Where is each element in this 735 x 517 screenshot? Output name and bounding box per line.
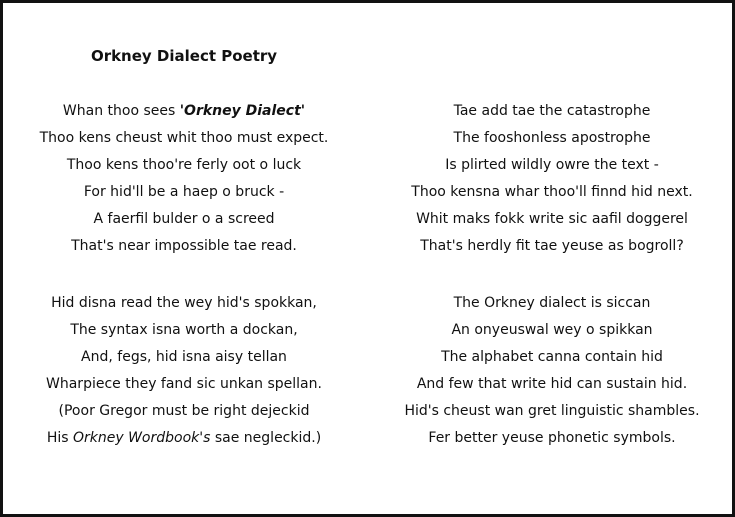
poem-line: The alphabet canna contain hid [441, 349, 663, 365]
poem-line: Wharpiece they fand sic unkan spellan. [46, 376, 322, 392]
poem-line: The fooshonless apostrophe [453, 130, 651, 146]
poem-line: Is plirted wildly owre the text - [445, 157, 659, 173]
poem-line: Thoo kens cheust whit thoo must expect. [39, 130, 329, 146]
book-title: Orkney Wordbook's [72, 430, 211, 446]
line-text: Whan thoo sees [62, 103, 180, 119]
poem-line: That's herdly fit tae yeuse as bogroll? [420, 238, 684, 254]
poem-line: Thoo kensna whar thoo'll finnd hid next. [411, 184, 693, 200]
poem-line: For hid'll be a haep o bruck - [83, 184, 285, 200]
poem-line: The syntax isna worth a dockan, [70, 322, 298, 338]
poem-line: Thoo kens thoo're ferly oot o luck [66, 157, 302, 173]
line-text: His [46, 430, 73, 446]
poem-line: The Orkney dialect is siccan [453, 295, 651, 311]
line-text: sae negleckid.) [210, 430, 322, 446]
poem-line: Fer better yeuse phonetic symbols. [428, 430, 676, 446]
poem-line [23, 101, 345, 121]
poem-line [23, 428, 345, 448]
poem-line: Hid's cheust wan gret linguistic shambles. [404, 403, 700, 419]
poem-title: Orkney Dialect Poetry [90, 47, 278, 65]
poem-line: And few that write hid can sustain hid. [416, 376, 688, 392]
poem-line: Tae add tae the catastrophe [453, 103, 651, 119]
poem-line: That's near impossible tae read. [71, 238, 297, 254]
poem-line: Hid disna read the wey hid's spokkan, [51, 295, 317, 311]
poem-line: (Poor Gregor must be right dejeckid [58, 403, 310, 419]
emphasized-title: 'Orkney Dialect' [179, 103, 306, 119]
poem-line: An onyeuswal wey o spikkan [451, 322, 653, 338]
poem-line: Whit maks fokk write sic aafil doggerel [416, 211, 688, 227]
poem-line: A faerfil bulder o a screed [93, 211, 275, 227]
poem-line: And, fegs, hid isna aisy tellan [81, 349, 287, 365]
